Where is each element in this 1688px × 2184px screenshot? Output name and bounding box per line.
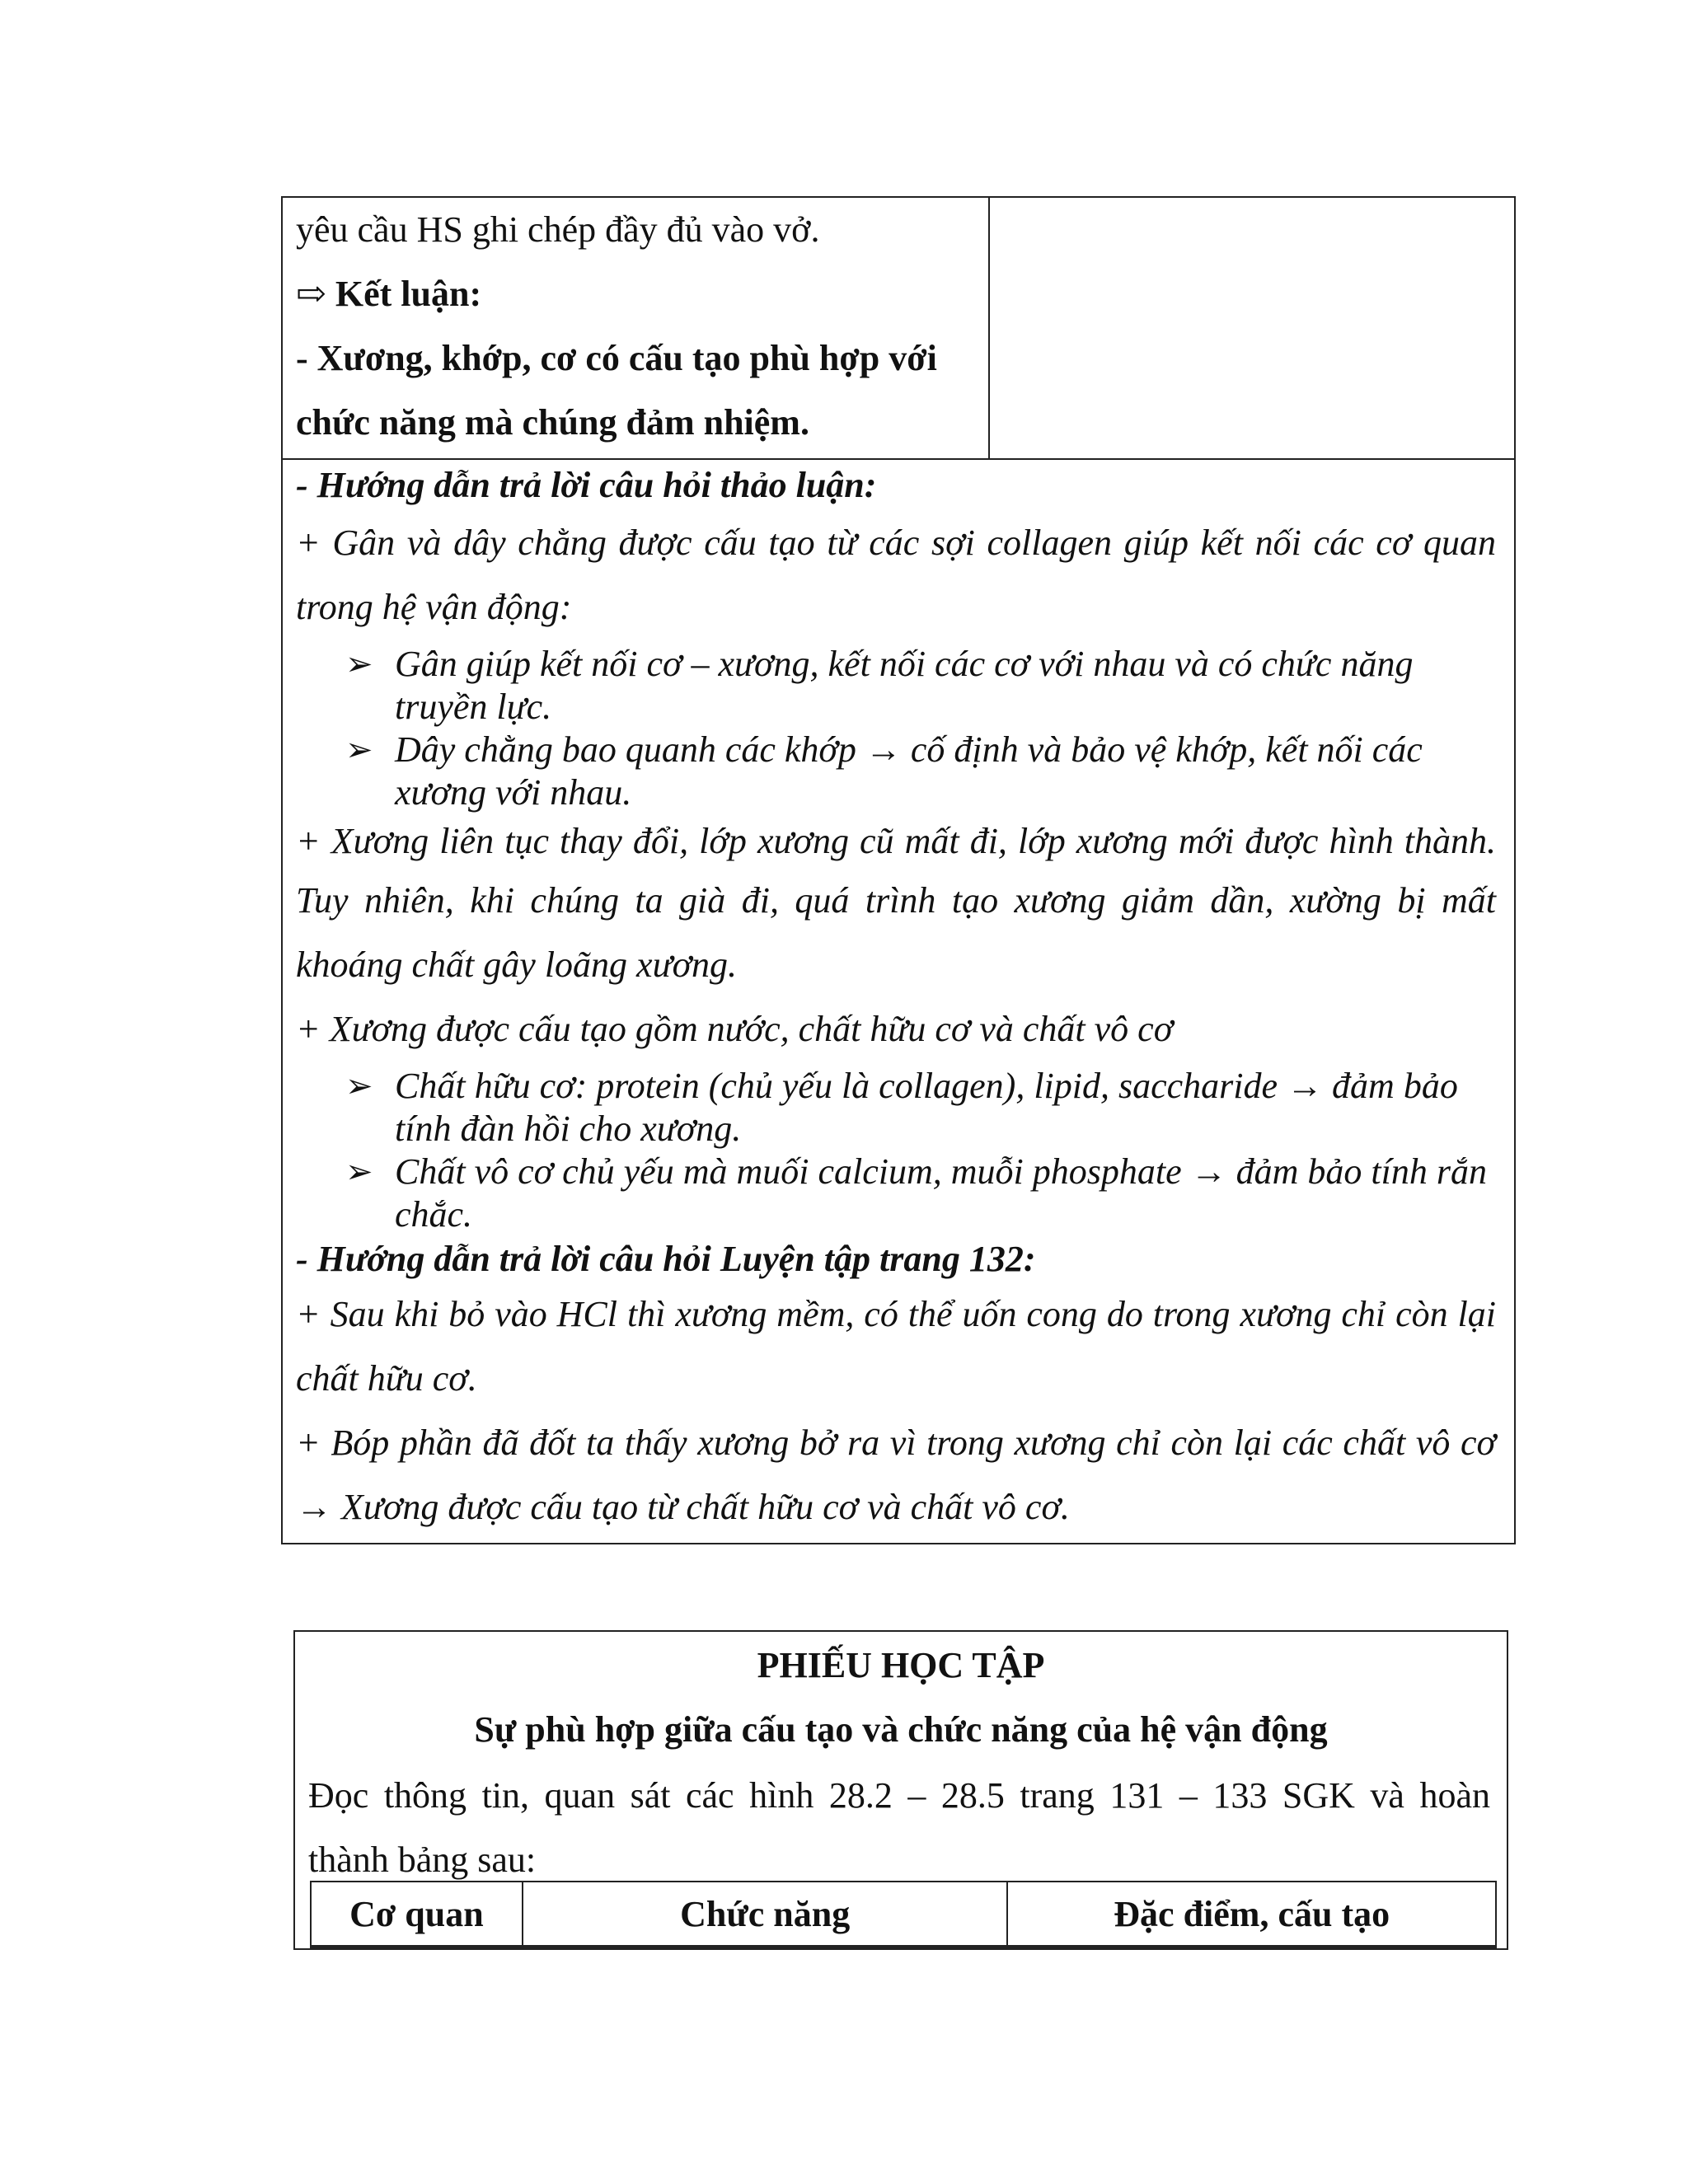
lesson-table xyxy=(281,196,1516,1544)
conclusion-text-line-2: chức năng mà chúng đảm nhiệm. xyxy=(296,402,809,443)
worksheet-subtitle: Sự phù hợp giữa cấu tạo và chức năng của hệ vận động xyxy=(474,1709,1328,1750)
worksheet-table xyxy=(310,1881,1497,1948)
discussion-p2-line-2: Tuy nhiên, khi chúng ta già đi, quá trình tạo xương giảm dần, xường bị mất xyxy=(296,880,1496,921)
worksheet-instruction xyxy=(308,1764,1490,1892)
list-item: ➢ Dây chằng bao quanh các khớp → cố định và bảo vệ khớp, kết nối các xương với nhau. xyxy=(345,729,1423,813)
conclusion-text-line-1: - Xương, khớp, cơ có cấu tạo phù hợp với xyxy=(296,338,937,378)
bullet-arrow-icon: ➢ xyxy=(345,731,373,768)
practice-p2-line-1: + Bóp phần đã đốt ta thấy xương bở ra vì trong xương chỉ còn lại các chất vô cơ xyxy=(296,1422,1496,1463)
list-item: ➢ Chất vô cơ chủ yếu mà muối calcium, muỗi phosphate → đảm bảo tính rắn chắc. xyxy=(345,1151,1487,1235)
conclusion-heading xyxy=(296,262,978,326)
discussion-bullets-1 xyxy=(296,643,1496,814)
discussion-p2-line-3: khoáng chất gây loãng xương. xyxy=(296,944,738,985)
discussion-p3: + Xương được cấu tạo gồm nước, chất hữu cơ và chất vô cơ xyxy=(296,1009,1174,1049)
column-header-function: Chức năng xyxy=(523,1882,1008,1947)
product-cell xyxy=(989,197,1515,459)
discussion-p1-line-2: trong hệ vận động: xyxy=(296,587,572,627)
worksheet-title: PHIẾU HỌC TẬP xyxy=(757,1645,1045,1685)
discussion-p2-line-1: + Xương liên tục thay đổi, lớp xương cũ mất đi, lớp xương mới được hình thành. xyxy=(296,821,1496,861)
column-header-structure: Đặc điểm, cấu tạo xyxy=(1007,1882,1496,1947)
worksheet-instruction-line-1: Đọc thông tin, quan sát các hình 28.2 – 28.5 trang 131 – 133 SGK và hoàn xyxy=(308,1775,1490,1816)
practice-p1-line-2: chất hữu cơ. xyxy=(296,1358,477,1399)
practice-heading: - Hướng dẫn trả lời câu hỏi Luyện tập trang 132: xyxy=(296,1239,1036,1279)
practice-p2-line-2: → Xương được cấu tạo từ chất hữu cơ và chất vô cơ. xyxy=(296,1487,1070,1527)
bullet-arrow-icon: ➢ xyxy=(345,1153,373,1190)
bullet-arrow-icon: ➢ xyxy=(345,645,373,682)
discussion-p1-line-1: + Gân và dây chằng được cấu tạo từ các sợi collagen giúp kết nối các cơ quan xyxy=(296,523,1496,563)
lesson-row-guide xyxy=(282,459,1515,1544)
practice-p1-line-1: + Sau khi bỏ vào HCl thì xương mềm, có thể uốn cong do trong xương chỉ còn lại xyxy=(296,1294,1496,1334)
lesson-row-top xyxy=(282,197,1515,459)
bullet-arrow-icon: ➢ xyxy=(345,1067,373,1104)
list-item: ➢ Gân giúp kết nối cơ – xương, kết nối các cơ với nhau và có chức năng truyền lực. xyxy=(345,644,1414,727)
discussion-bullets-2 xyxy=(296,1065,1496,1236)
note-line: yêu cầu HS ghi chép đầy đủ vào vở. xyxy=(296,209,820,250)
worksheet-box xyxy=(293,1630,1508,1950)
activity-cell xyxy=(282,197,989,459)
guide-cell xyxy=(282,459,1515,1544)
list-item: ➢ Chất hữu cơ: protein (chủ yếu là collagen), lipid, saccharide → đảm bảo tính đàn hồi cho xương. xyxy=(345,1066,1458,1149)
worksheet-instruction-line-2: thành bảng sau: xyxy=(308,1840,537,1880)
arrow-icon: ⇨ xyxy=(296,274,326,314)
worksheet-header-row xyxy=(311,1882,1496,1947)
column-header-organ: Cơ quan xyxy=(311,1882,523,1947)
conclusion-label: Kết luận: xyxy=(335,274,482,314)
discussion-heading: - Hướng dẫn trả lời câu hỏi thảo luận: xyxy=(296,465,877,505)
